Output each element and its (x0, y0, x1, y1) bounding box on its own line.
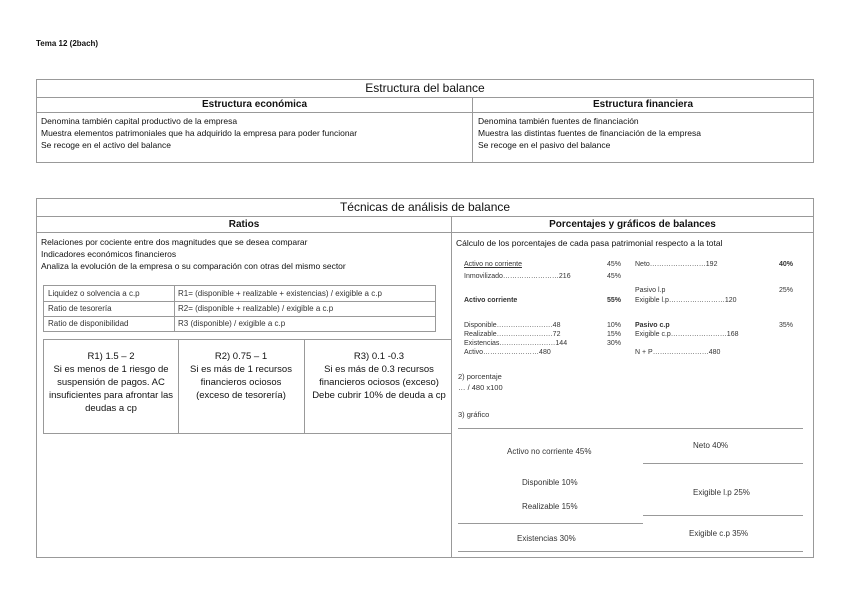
balance-row: Disponible……………………48 (464, 322, 561, 329)
economica-line: Muestra elementos patrimoniales que ha adquirido la empresa para poder funcionar (41, 128, 358, 138)
ratios-line: Indicadores económicos financieros (41, 249, 177, 259)
formulas-table (43, 285, 436, 332)
note: 3) gráfico (458, 410, 490, 419)
chart-block: Disponible 10% (522, 478, 578, 487)
estructura-table (36, 79, 814, 163)
financiera-heading: Estructura financiera (473, 98, 813, 113)
formula-row: Liquidez o solvencia a c.p R1= (disponible + realizable + existencias) / exigible a c.p (44, 286, 435, 302)
chart-block: Exigible l.p 25% (693, 488, 750, 497)
economica-line: Denomina también capital productivo de la empresa (41, 116, 238, 126)
ratios-line: Analiza la evolución de la empresa o su comparación con otras del mismo sector (41, 261, 346, 271)
balance-row: Activo corriente (464, 297, 518, 304)
economica-line: Se recoge en el activo del balance (41, 140, 171, 150)
note: … / 480 x100 (458, 383, 503, 392)
range-r3: R3) 0.1 -0.3 Si es más de 0.3 recursos financieros ociosos (exceso) Debe cubrir 10% de deuda a cp (312, 351, 446, 401)
porcentajes-intro: Cálculo de los porcentajes de cada pasa patrimonial respecto a la total (456, 238, 723, 248)
balance-row: Pasivo c.p (635, 322, 670, 329)
formula-row: Ratio de disponibilidad R3 (disponible) / exigible a c.p (48, 319, 286, 328)
chart-block: Exigible c.p 35% (689, 529, 749, 538)
tecnicas-table: Técnicas de análisis de balance Ratios Porcentajes y gráficos de balances Relaciones por cociente entre dos magnitudes que se desea comparar Indicadores económicos financieros Analiza la evolución de la empresa o su comparación con otras del mismo sector Liquidez o solvencia a c.p R1= (disponible + realizable + existencias) / exigible a c.p Ratio de tesorería R2= (disponible + realizable) / exigible a c.p Ratio de disponibilidad R3 (disponible) / exigible a c.p R1) 1.5 – 2 Si es menos de 1 riesgo de suspensión de pagos. AC insuficientes para afrontar las deudas a cp R2) 0.75 – 1 Si es más de 1 recursos financieros ociosos (exceso de tesorería) R3) 0.1 -0.3 Si es más de 0.3 recursos financieros ociosos (exceso) Debe cubrir 10% de deuda a cp Cálculo de los porcentajes de cada pasa patrimonial respecto a la total Activo no corriente 45% Inmovilizado……………………216 45% Activo corriente 55% Disponible……………………48 10% Realizable……………………72 15% Existencias……………………144 30% Activo……………………480 Neto……………………192 40% Pasivo l.p 25% Exigible l.p……………………120 Pasivo c.p 35% Exigible c.p……………………168 N + P……………………480 2) porcentaje … / 480 x100 3) gráfico Activo no corriente 45% Disponible 10% Realizable 15% Existencias 30% Neto 40% Exigible l.p 25% Exigible c.p 35% (36, 198, 814, 558)
balance-row: Activo……………………480 (464, 349, 551, 356)
ratios-heading: Ratios (37, 217, 451, 233)
balance-row: Activo no corriente (464, 261, 522, 268)
ratios-line: Relaciones por cociente entre dos magnitudes que se desea comparar (41, 237, 308, 247)
estructura-title: Estructura del balance (37, 80, 813, 98)
financiera-line: Se recoge en el pasivo del balance (478, 140, 611, 150)
chart-block: Existencias 30% (517, 534, 576, 543)
balance-row: Realizable……………………72 (464, 331, 561, 338)
balance-row: Inmovilizado……………………216 (464, 273, 571, 280)
chart-block: Neto 40% (693, 441, 729, 450)
financiera-line: Muestra las distintas fuentes de financiación de la empresa (478, 128, 702, 138)
balance-row: N + P……………………480 (635, 349, 721, 356)
balance-row: Exigible l.p……………………120 (635, 297, 737, 304)
range-r2: R2) 0.75 – 1 Si es más de 1 recursos financieros ociosos (exceso de tesorería) (190, 351, 292, 401)
ratio-ranges-box (43, 339, 452, 434)
balance-row: Existencias……………………144 (464, 340, 568, 347)
document-header: Tema 12 (2bach) (36, 39, 99, 48)
balance-row: Pasivo l.p (635, 287, 666, 294)
note: 2) porcentaje (458, 372, 502, 381)
balance-row: Neto……………………192 (635, 261, 718, 268)
economica-heading: Estructura económica (37, 98, 472, 113)
chart-block: Realizable 15% (522, 502, 578, 511)
tecnicas-title: Técnicas de análisis de balance (37, 199, 813, 217)
chart-block: Activo no corriente 45% (507, 447, 592, 456)
balance-row: Exigible c.p……………………168 (635, 331, 739, 338)
formula-row: Ratio de tesorería R2= (disponible + realizable) / exigible a c.p (44, 301, 435, 317)
financiera-line: Denomina también fuentes de financiación (478, 116, 639, 126)
range-r1: R1) 1.5 – 2 Si es menos de 1 riesgo de suspensión de pagos. AC insuficientes para afrontar las deudas a cp (48, 351, 174, 414)
porcentajes-heading: Porcentajes y gráficos de balances (452, 217, 813, 233)
